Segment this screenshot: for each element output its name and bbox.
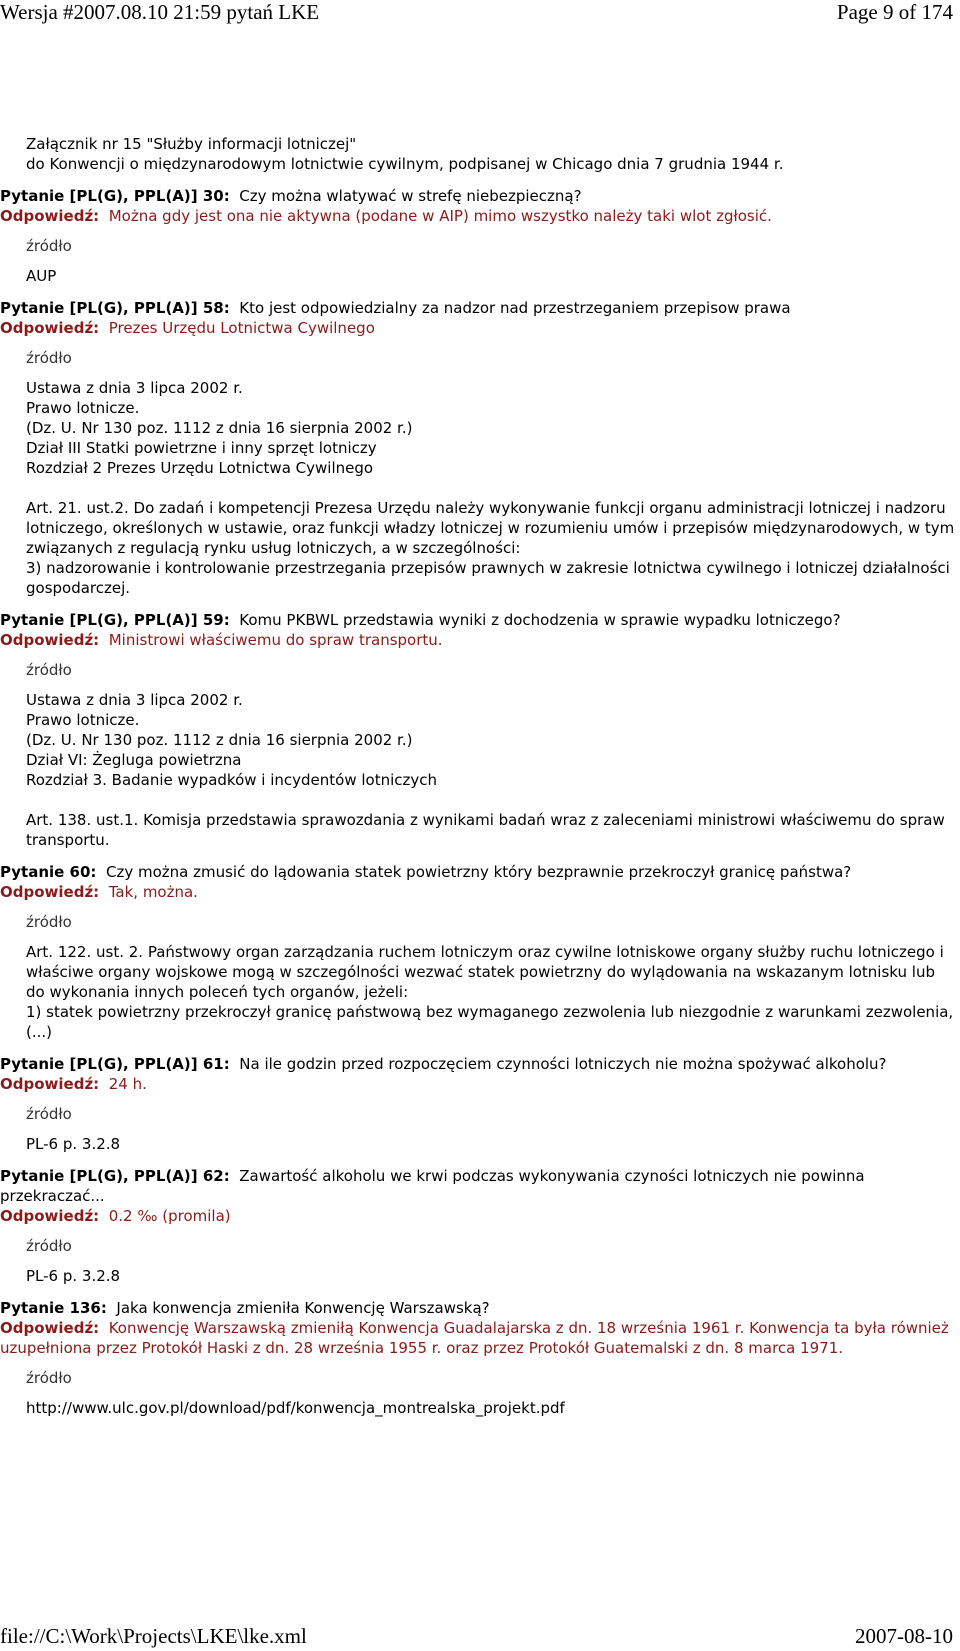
spacer: [26, 478, 958, 498]
answer-label: Odpowiedź:: [0, 319, 100, 337]
question-text: Czy można wlatywać w strefę niebezpieczną?: [239, 187, 582, 205]
spacer: [26, 790, 958, 810]
qa-item: [0, 1166, 958, 1286]
answer-text: Tak, można.: [108, 883, 198, 901]
intro-block: [0, 134, 958, 174]
reference-line: Ustawa z dnia 3 lipca 2002 r.: [26, 379, 243, 397]
question-text: Czy można zmusić do lądowania statek powietrzny który bezprawnie przekroczył granicę państwa?: [105, 863, 852, 881]
version-title: Wersja #2007.08.10 21:59 pytań LKE: [0, 0, 320, 24]
answer-label: Odpowiedź:: [0, 1075, 100, 1093]
reference-line: (Dz. U. Nr 130 poz. 1112 z dnia 16 sierpnia 2002 r.): [26, 419, 413, 437]
question-text: Kto jest odpowiedzialny za nadzor nad przestrzeganiem przepisow prawa: [239, 299, 791, 317]
question-label: Pytanie 60:: [0, 863, 97, 881]
reference-line: 3) nadzorowanie i kontrolowanie przestrzegania przepisów prawnych w zakresie lotnictwa cywilnego i lotniczej działalności gospodarczej.: [26, 559, 950, 597]
reference-line: AUP: [26, 267, 57, 285]
qa-item: [0, 1054, 958, 1154]
answer: [0, 1074, 958, 1094]
question: [0, 298, 958, 318]
intro-line: Załącznik nr 15 "Służby informacji lotniczej": [26, 135, 357, 153]
qa-list: [0, 186, 958, 1418]
reference-line: PL-6 p. 3.2.8: [26, 1135, 121, 1153]
reference-line: Art. 21. ust.2. Do zadań i kompetencji Prezesa Urzędu należy wykonywanie funkcji organu administracji lotniczej i nadzoru lotniczego, określonych w ustawie, oraz funkcji władzy lotniczej w rozumieniu umów i przepisów międzynarodowych, w tym związanych z regulacją rynku usług lotniczych, a w szczególności:: [26, 499, 955, 557]
reference-line: Art. 138. ust.1. Komisja przedstawia sprawozdania z wynikami badań wraz z zaleceniami ministrowi właściwemu do spraw transportu.: [26, 811, 945, 849]
source-link[interactable]: źródło: [26, 237, 72, 255]
source-reference: [0, 378, 958, 598]
reference-line: PL-6 p. 3.2.8: [26, 1267, 121, 1285]
qa-item: [0, 298, 958, 598]
answer: [0, 318, 958, 338]
document-body: [0, 134, 958, 1430]
answer: [0, 882, 958, 902]
intro-line: do Konwencji o międzynarodowym lotnictwie cywilnym, podpisanej w Chicago dnia 7 grudnia 1944 r.: [26, 155, 784, 173]
qa-item: [0, 610, 958, 850]
reference-line: http://www.ulc.gov.pl/download/pdf/konwencja_montrealska_projekt.pdf: [26, 1399, 565, 1417]
print-date: 2007-08-10: [855, 1624, 953, 1648]
reference-line: (Dz. U. Nr 130 poz. 1112 z dnia 16 sierpnia 2002 r.): [26, 731, 413, 749]
page-footer: [0, 1624, 960, 1650]
page-number: Page 9 of 174: [836, 0, 953, 24]
answer-label: Odpowiedź:: [0, 1207, 100, 1225]
question: [0, 862, 958, 882]
answer: [0, 206, 958, 226]
question-text: Na ile godzin przed rozpoczęciem czynności lotniczych nie można spożywać alkoholu?: [239, 1055, 887, 1073]
question: [0, 1054, 958, 1074]
reference-line: 1) statek powietrzny przekroczył granicę państwową bez wymaganego zezwolenia lub niezgodnie z warunkami zezwolenia,: [26, 1003, 954, 1021]
question: [0, 1166, 958, 1206]
answer-label: Odpowiedź:: [0, 631, 100, 649]
reference-line: (...): [26, 1023, 53, 1041]
answer-text: Konwencję Warszawską zmieniłą Konwencja Guadalajarska z dn. 18 września 1961 r. Konwencja ta była również uzupełniona przez Protokół Haski z dn. 28 września 1955 r. oraz przez Protokół Guatemalski z dn. 8 marca 1971.: [0, 1319, 949, 1357]
source-link[interactable]: źródło: [26, 1105, 72, 1123]
question-label: Pytanie [PL(G), PPL(A)] 30:: [0, 187, 230, 205]
source-reference: [0, 690, 958, 850]
reference-line: Prawo lotnicze.: [26, 399, 140, 417]
reference-line: Rozdział 2 Prezes Urzędu Lotnictwa Cywilnego: [26, 459, 374, 477]
answer: [0, 1206, 958, 1226]
question-label: Pytanie 136:: [0, 1299, 107, 1317]
source-reference: [0, 1398, 958, 1418]
answer: [0, 630, 958, 650]
answer-text: 0.2 ‰ (promila): [108, 1207, 231, 1225]
qa-item: [0, 186, 958, 286]
answer-text: Można gdy jest ona nie aktywna (podane w AIP) mimo wszystko należy taki wlot zgłosić.: [108, 207, 772, 225]
question-label: Pytanie [PL(G), PPL(A)] 61:: [0, 1055, 230, 1073]
source-reference: [0, 1266, 958, 1286]
page-header: [0, 0, 960, 26]
reference-line: Dział III Statki powietrzne i inny sprzęt lotniczy: [26, 439, 377, 457]
question: [0, 186, 958, 206]
answer-label: Odpowiedź:: [0, 883, 100, 901]
reference-line: Art. 122. ust. 2. Państwowy organ zarządzania ruchem lotniczym oraz cywilne lotniskowe organy służby ruchu lotniczego i właściwe organy wojskowe mogą w szczególności wezwać statek powietrzny do wylądowania na wskazanym lotnisku lub do wykonania innych poleceń tych organów, jeżeli:: [26, 943, 944, 1001]
source-reference: [0, 1134, 958, 1154]
question-text: Zawartość alkoholu we krwi podczas wykonywania czyności lotniczych nie powinna przekraczać...: [0, 1167, 865, 1205]
question-text: Jaka konwencja zmieniła Konwencję Warszawską?: [116, 1299, 490, 1317]
answer: [0, 1318, 958, 1358]
reference-line: Prawo lotnicze.: [26, 711, 140, 729]
answer-label: Odpowiedź:: [0, 1319, 100, 1337]
qa-item: [0, 862, 958, 1042]
source-link[interactable]: źródło: [26, 1369, 72, 1387]
source-reference: [0, 266, 958, 286]
answer-text: Ministrowi właściwemu do spraw transportu.: [108, 631, 443, 649]
source-reference: [0, 942, 958, 1042]
question: [0, 1298, 958, 1318]
question-text: Komu PKBWL przedstawia wyniki z dochodzenia w sprawie wypadku lotniczego?: [239, 611, 841, 629]
reference-line: Ustawa z dnia 3 lipca 2002 r.: [26, 691, 243, 709]
reference-line: Dział VI: Żegluga powietrzna: [26, 751, 242, 769]
question: [0, 610, 958, 630]
question-label: Pytanie [PL(G), PPL(A)] 59:: [0, 611, 230, 629]
source-link[interactable]: źródło: [26, 913, 72, 931]
file-path: file://C:\Work\Projects\LKE\lke.xml: [0, 1624, 307, 1648]
source-link[interactable]: źródło: [26, 349, 72, 367]
answer-label: Odpowiedź:: [0, 207, 100, 225]
question-label: Pytanie [PL(G), PPL(A)] 62:: [0, 1167, 230, 1185]
source-link[interactable]: źródło: [26, 1237, 72, 1255]
question-label: Pytanie [PL(G), PPL(A)] 58:: [0, 299, 230, 317]
reference-line: Rozdział 3. Badanie wypadków i incydentów lotniczych: [26, 771, 438, 789]
answer-text: Prezes Urzędu Lotnictwa Cywilnego: [108, 319, 375, 337]
answer-text: 24 h.: [108, 1075, 147, 1093]
source-link[interactable]: źródło: [26, 661, 72, 679]
qa-item: [0, 1298, 958, 1418]
